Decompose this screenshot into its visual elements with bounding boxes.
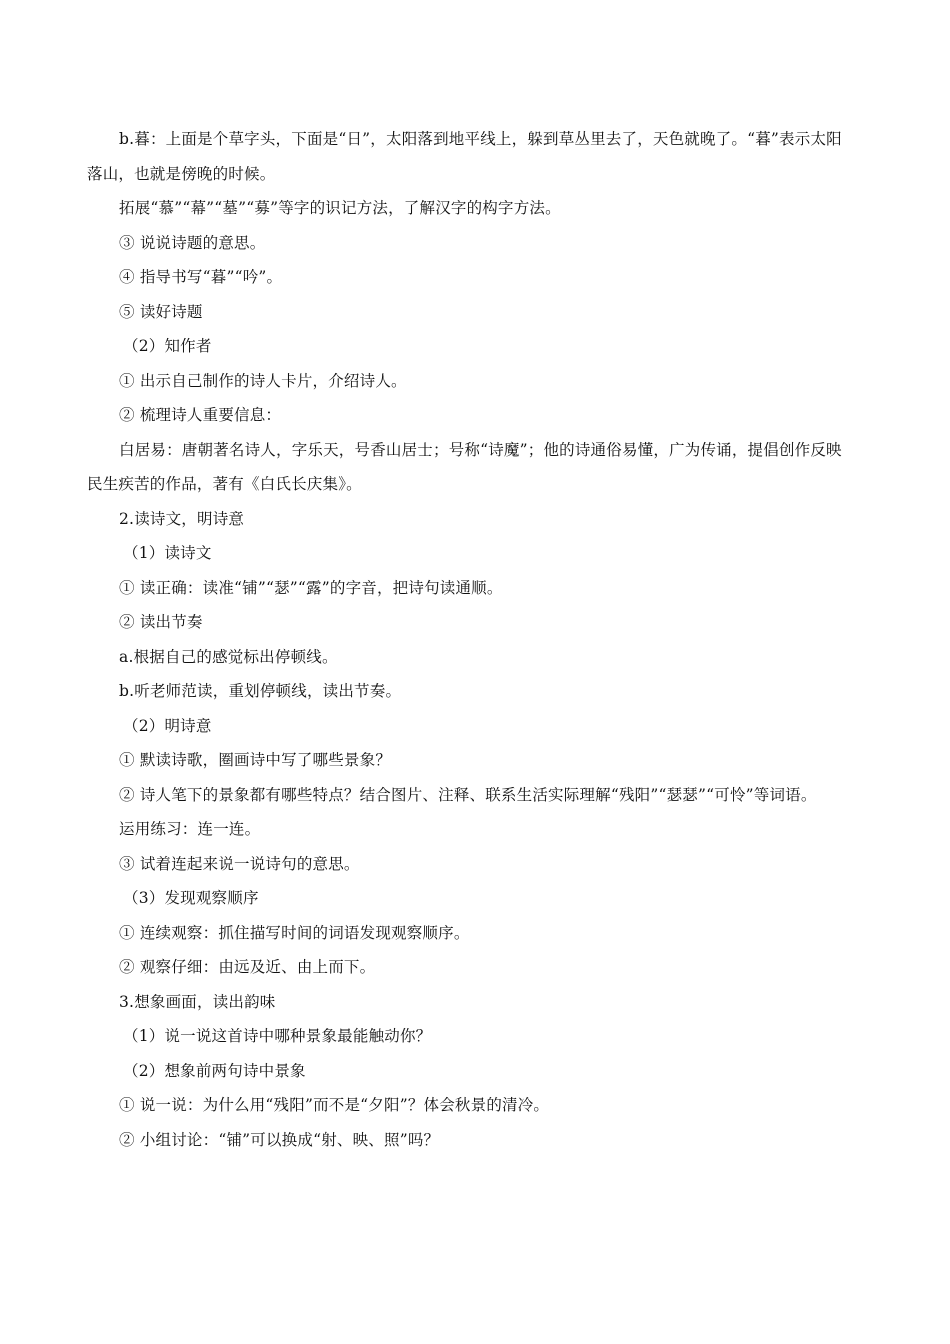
section-heading: （2）知作者	[123, 337, 212, 355]
paragraph: 运用练习：连一连。	[119, 820, 261, 838]
paragraph: ① 连续观察：抓住描写时间的词语发现观察顺序。	[119, 923, 470, 942]
paragraph: ① 默读诗歌，圈画诗中写了哪些景象？	[119, 751, 392, 769]
paragraph: ① 出示自己制作的诗人卡片，介绍诗人。	[119, 371, 407, 390]
paragraph: ② 小组讨论：“铺”可以换成“射、映、照”吗？	[119, 1130, 440, 1149]
paragraph: ③ 说说诗题的意思。	[119, 233, 266, 252]
paragraph: ② 读出节奏	[119, 613, 203, 631]
paragraph: ② 诗人笔下的景象都有哪些特点？结合图片、注释、联系生活实际理解“残阳”“瑟瑟”“可怜”等词语。	[119, 785, 817, 804]
paragraph: ① 说一说：为什么用“残阳”而不是“夕阳”？体会秋景的清冷。	[119, 1096, 550, 1114]
paragraph: ② 观察仔细：由远及近、由上而下。	[119, 958, 376, 976]
paragraph: ② 梳理诗人重要信息：	[119, 406, 282, 424]
section-heading: （3）发现观察顺序	[123, 889, 259, 907]
paragraph: ① 读正确：读准“铺”“瑟”“露”的字音，把诗句读通顺。	[119, 578, 503, 597]
paragraph: a.根据自己的感觉标出停顿线。	[119, 647, 338, 666]
section-heading: （2）想象前两句诗中景象	[123, 1061, 306, 1080]
section-heading: 3.想象画面，读出韵味	[119, 992, 276, 1011]
paragraph: b.暮：上面是个草字头，下面是“日”，太阳落到地平线上，躲到草丛里去了，天色就晚了。“暮”表示太阳落山，也就是傍晚的时候。	[87, 130, 842, 183]
paragraph: ④ 指导书写“暮”“吟”。	[119, 268, 283, 286]
section-heading: （1）说一说这首诗中哪种景象最能触动你？	[123, 1027, 432, 1045]
section-heading: 2.读诗文，明诗意	[119, 509, 245, 528]
paragraph: 白居易：唐朝著名诗人，字乐天，号香山居士；号称“诗魔”；他的诗通俗易懂，广为传诵，提倡创作反映民生疾苦的作品，著有《白氏长庆集》。	[87, 440, 842, 493]
paragraph: b.听老师范读，重划停顿线，读出节奏。	[119, 682, 402, 700]
paragraph: ③ 试着连起来说一说诗句的意思。	[119, 854, 360, 873]
section-heading: （1）读诗文	[123, 544, 212, 562]
section-heading: （2）明诗意	[123, 716, 212, 735]
paragraph: ⑤ 读好诗题	[119, 302, 203, 321]
paragraph: 拓展“慕”“幕”“墓”“募”等字的识记方法，了解汉字的构字方法。	[119, 199, 561, 217]
document-body	[87, 122, 847, 1157]
